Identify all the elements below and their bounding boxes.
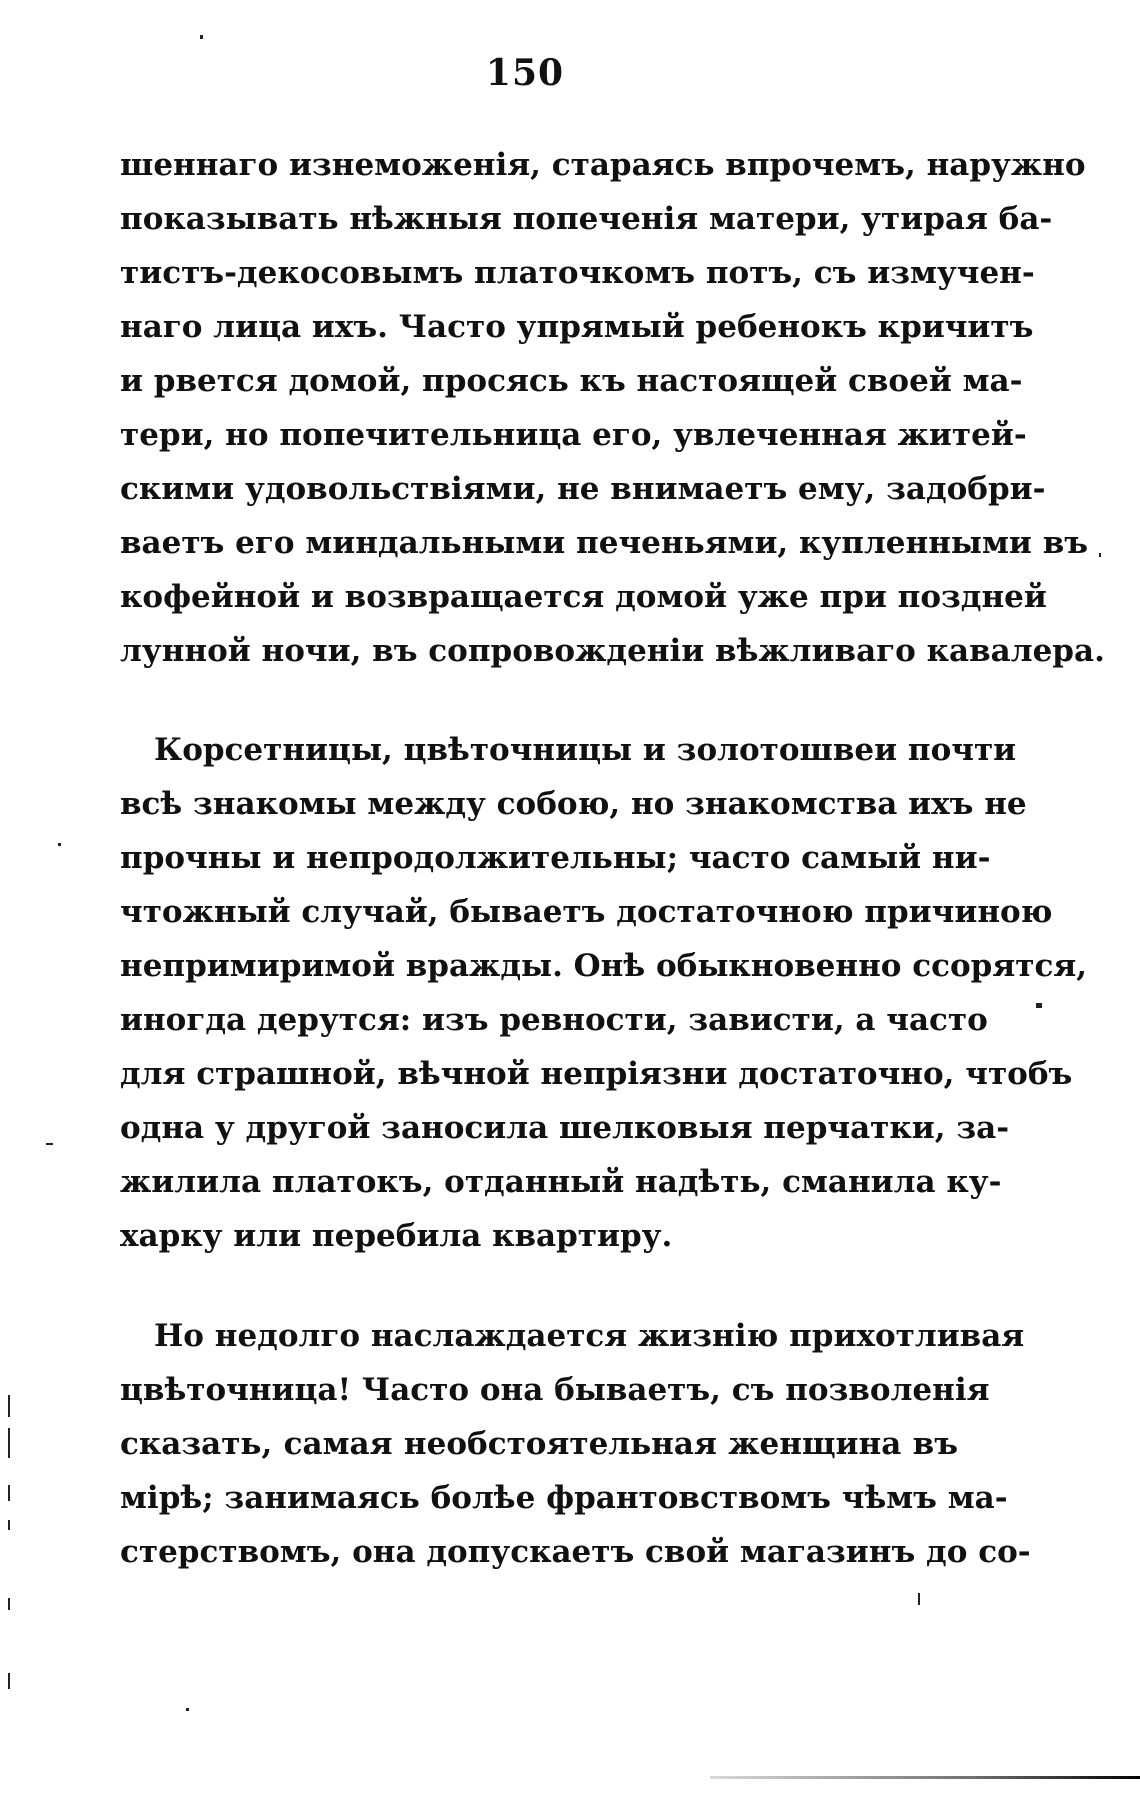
scan-speck — [46, 1143, 53, 1145]
text-line: прочны и непродолжительны; часто самый ни- — [120, 840, 991, 876]
scan-speck — [8, 1598, 10, 1610]
text-line: жилила платокъ, отданный надѣть, сманила ку- — [120, 1164, 1002, 1200]
scan-speck — [918, 1593, 920, 1605]
scan-speck — [1099, 553, 1101, 557]
text-line: для страшной, вѣчной непріязни достаточно, чтобъ — [120, 1056, 1073, 1092]
paragraph-2 — [120, 723, 1088, 1263]
scan-speck — [8, 1520, 10, 1530]
text-line: цвѣточница! Часто она бываетъ, съ позволенія — [120, 1372, 990, 1408]
scan-speck — [8, 1395, 10, 1417]
text-line: чтожный случай, бываетъ достаточною причиною — [120, 894, 1053, 930]
scan-edge-rule — [710, 1776, 1140, 1779]
text-line: всѣ знакомы между собою, но знакомства ихъ не — [120, 786, 1027, 822]
text-line: скими удовольствіями, не внимаетъ ему, задобри- — [120, 471, 1046, 507]
text-line: ваетъ его миндальными печеньями, купленными въ — [120, 525, 1089, 561]
text-line: иногда дерутся: изъ ревности, зависти, а часто — [120, 1002, 988, 1038]
text-line: показывать нѣжныя попеченія матери, утирая ба- — [120, 201, 1053, 237]
scan-speck — [186, 1708, 189, 1711]
scan-speck — [8, 1673, 10, 1689]
text-line: шеннаго изнеможенія, стараясь впрочемъ, наружно — [120, 147, 1086, 183]
text-line: харку или перебила квартиру. — [120, 1218, 673, 1254]
text-line: Но недолго наслаждается жизнію прихотливая — [154, 1318, 1025, 1354]
scan-speck — [8, 1485, 10, 1501]
scan-speck — [8, 1428, 10, 1458]
text-line: тистъ-декосовымъ платочкомъ потъ, съ измучен- — [120, 255, 1035, 291]
page-number: 150 — [485, 52, 565, 94]
text-line: тери, но попечительница его, увлеченная житей- — [120, 417, 1027, 453]
text-line: Корсетницы, цвѣточницы и золотошвеи почти — [154, 732, 1017, 768]
scan-speck — [1036, 1003, 1042, 1008]
text-line: и рвется домой, просясь къ настоящей своей ма- — [120, 363, 1023, 399]
text-line: стерствомъ, она допускаетъ свой магазинъ до со- — [120, 1534, 1031, 1570]
text-line: мірѣ; занимаясь болѣе франтовствомъ чѣмъ ма- — [120, 1480, 1008, 1516]
paragraph-3 — [120, 1309, 1031, 1579]
paragraph-1 — [120, 138, 1105, 678]
text-line: наго лица ихъ. Часто упрямый ребенокъ кричитъ — [120, 309, 1034, 345]
scan-speck — [200, 35, 203, 39]
scan-speck — [58, 843, 61, 846]
text-line: кофейной и возвращается домой уже при поздней — [120, 579, 1047, 615]
text-line: сказать, самая необстоятельная женщина въ — [120, 1426, 958, 1462]
text-line: непримиримой вражды. Онѣ обыкновенно ссорятся, — [120, 948, 1088, 984]
text-line: одна у другой заносила шелковыя перчатки, за- — [120, 1110, 1010, 1146]
text-line: лунной ночи, въ сопровожденіи вѣжливаго кавалера. — [120, 633, 1105, 669]
